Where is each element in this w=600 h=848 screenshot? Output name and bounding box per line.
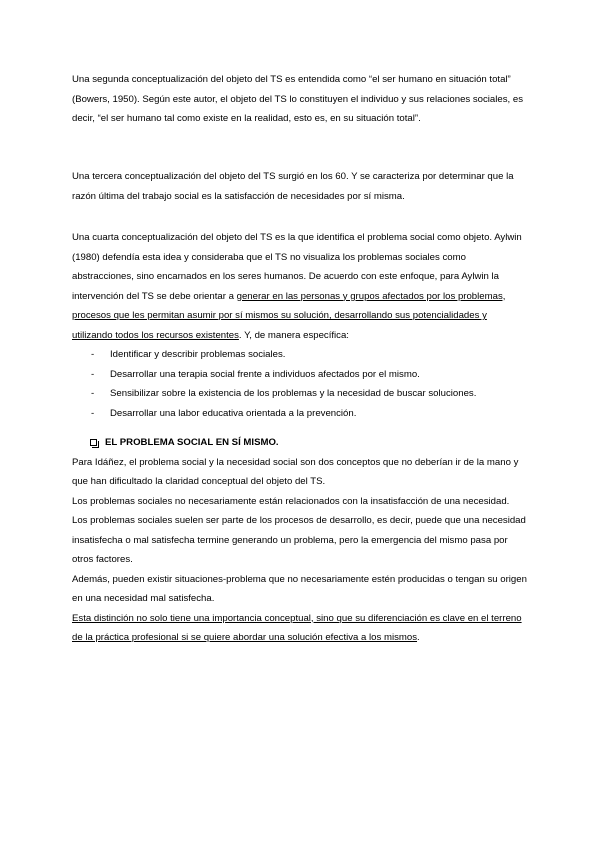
dash-bullet: - [91,368,95,380]
section-problema-social [72,433,528,648]
section-heading [72,433,528,453]
list-item [72,365,528,385]
paragraph-tercera-conceptualizacion [72,167,528,206]
paragraph-text [72,228,528,345]
section-paragraph: Los problemas sociales no necesariamente están relacionados con la insatisfacción de una necesidad. [72,495,510,507]
section-paragraph: Los problemas sociales suelen ser parte de los procesos de desarrollo, es decir, puede que una necesidad insatisfecha o mal satisfecha termine generando un problema, pero la emergencia del mismo pasa por otros factores. [72,515,526,565]
paragraph-text: Una segunda conceptualización del objeto del TS es entendida como “el ser humano en situación total” (Bowers, 1950). Según este autor, el objeto del TS lo constituyen el individuo y sus relaciones sociales, es decir, “el ser humano tal como existe en la realidad, esto es, en su situación total”. [72,74,523,124]
checkbox-bullet-icon [90,439,97,446]
paragraph-text-start: Una cuarta conceptualización del objeto del TS es la que identifica el problema social como objeto. Aylwin (1980) defendía esta idea y consideraba que el TS no visualiza los problemas sociales como abstracciones, sino encarnados en los seres humanos. De acuerdo con este enfoque, para Aylwin la intervención del TS se debe orientar a [72,232,522,302]
final-paragraph [72,609,528,648]
paragraph-text: Una tercera conceptualización del objeto del TS surgió en los 60. Y se caracteriza por determinar que la razón última del trabajo social es la satisfacción de necesidades por sí misma. [72,171,514,202]
list-item-text: Identificar y describir problemas sociales. [110,349,286,360]
section-paragraph: Además, pueden existir situaciones-problema que no necesariamente estén producidas o tengan su origen en una necesidad mal satisfecha. [72,573,527,604]
list-item-text: Desarrollar una terapia social frente a individuos afectados por el mismo. [110,368,420,380]
section-paragraph: Para Idáñez, el problema social y la necesidad social son dos conceptos que no deberían ir de la mano y que han dificultado la claridad conceptual del objeto del TS. [72,456,519,487]
list-item [72,345,528,365]
objectives-list [72,345,528,423]
underlined-conclusion: Esta distinción no solo tiene una importancia conceptual, sino que su diferenciación es clave en el terreno de la práctica profesional si se quiere abordar una solución efectiva a los mismos [72,612,522,643]
paragraph-cuarta-conceptualizacion [72,228,528,423]
list-item [72,384,528,404]
list-item-text: Desarrollar una labor educativa orientada a la prevención. [110,407,357,419]
list-item-text: Sensibilizar sobre la existencia de los problemas y la necesidad de buscar soluciones. [110,388,477,399]
dash-bullet: - [91,388,95,399]
final-punctuation: . [417,632,420,643]
section-heading-text: EL PROBLEMA SOCIAL EN SÍ MISMO. [105,437,279,448]
dash-bullet: - [91,349,95,360]
paragraph-segunda-conceptualizacion [72,70,528,129]
underlined-quote: generar en las personas y grupos afectados por los problemas, procesos que les permitan asumir por sí mismos su solución, desarrollando sus potencialidades y utilizando todos los recursos existentes [72,290,506,341]
paragraph-text-end: . Y, de manera específica: [238,329,349,341]
list-item [72,404,528,424]
dash-bullet: - [91,407,95,419]
